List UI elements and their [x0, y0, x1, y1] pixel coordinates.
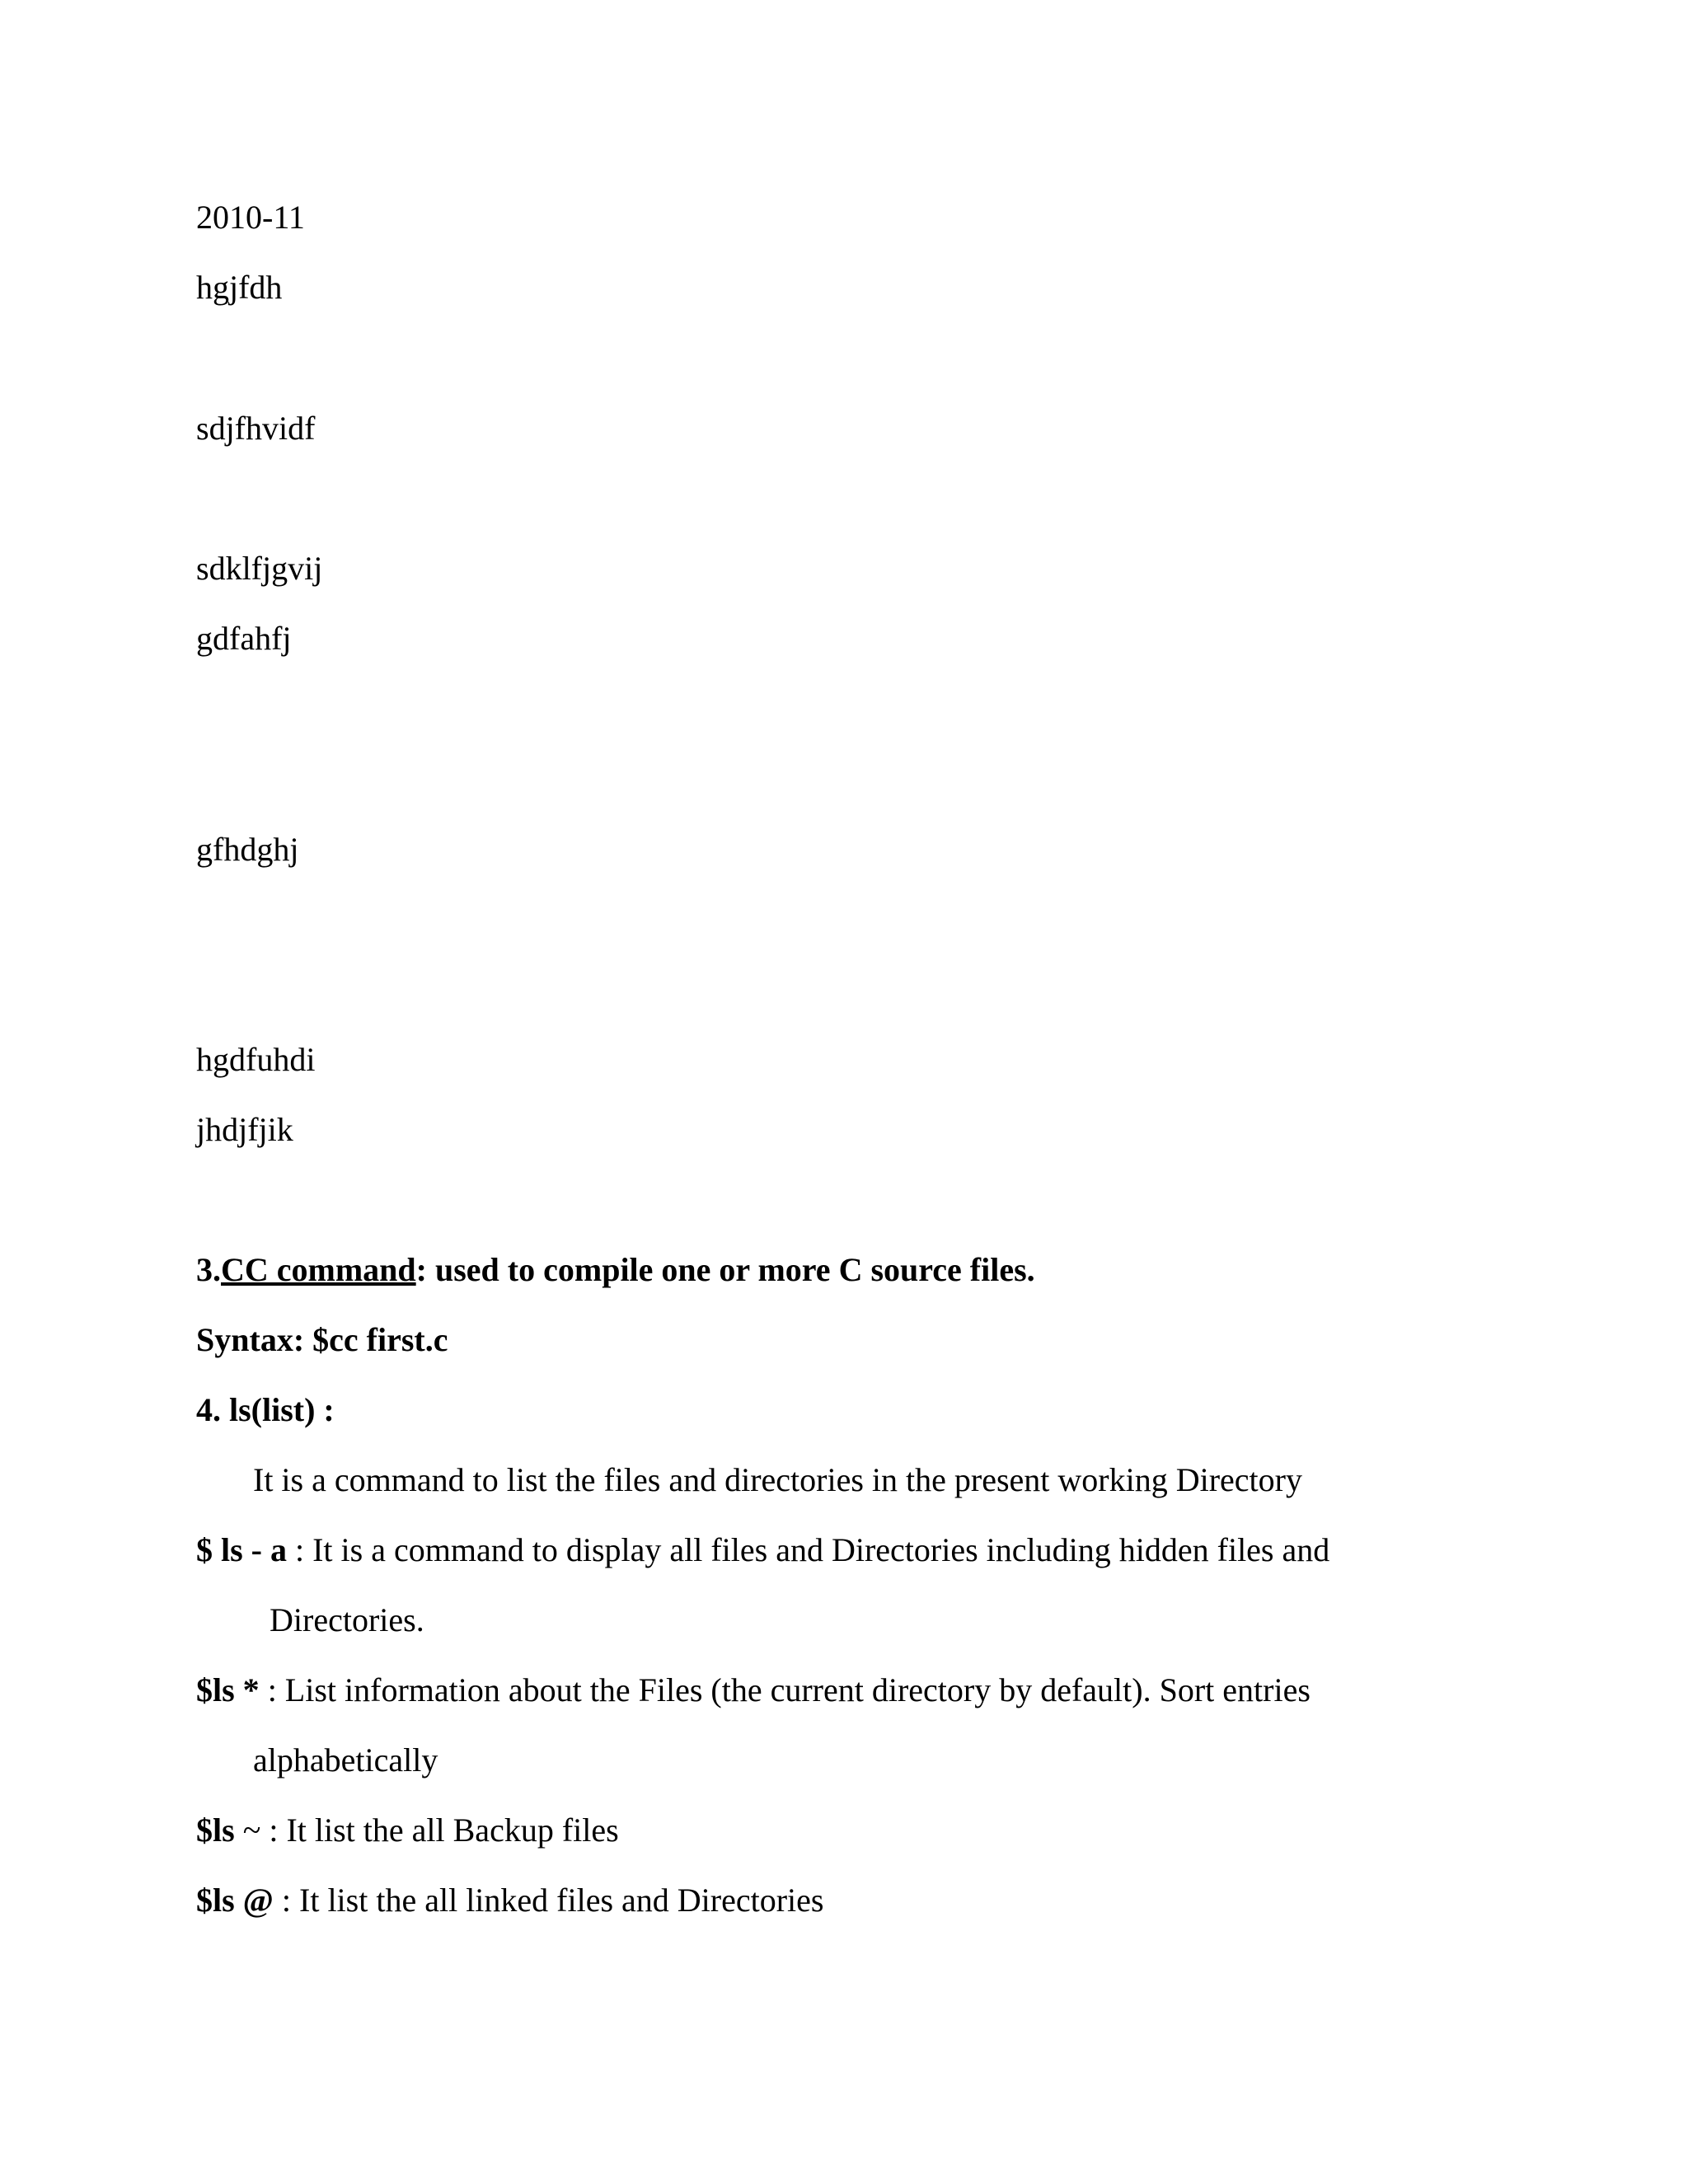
ls-option-command: $ls — [196, 1811, 235, 1849]
ls-option-command: $ls * — [196, 1671, 260, 1708]
text-line: hgdfuhdi — [196, 1041, 316, 1078]
ls-intro: It is a command to list the files and directories in the present working Directory — [253, 1461, 1302, 1498]
ls-option-command: $ls @ — [196, 1882, 274, 1919]
ls-option-description: : List information about the Files (the current directory by default). Sort entries — [259, 1671, 1311, 1708]
text-line: hgjfdh — [196, 269, 283, 306]
cc-command-heading — [196, 1250, 1035, 1290]
ls-option-description: ~ : It list the all Backup files — [234, 1811, 619, 1849]
cc-command-number: 3. — [196, 1251, 221, 1288]
ls-option-star — [196, 1671, 1311, 1710]
cc-command-description: : used to compile one or more C source files. — [415, 1251, 1035, 1288]
ls-option-at — [196, 1881, 824, 1920]
text-line: sdklfjgvij — [196, 550, 323, 587]
ls-option-command: $ ls - a — [196, 1531, 287, 1568]
text-line: gfhdghj — [196, 831, 299, 868]
text-line: jhdjfjik — [196, 1111, 293, 1148]
cc-command-syntax: Syntax: $cc first.c — [196, 1321, 448, 1358]
ls-heading: 4. ls(list) : — [196, 1391, 335, 1428]
ls-option-continuation: alphabetically — [253, 1741, 438, 1779]
text-line: sdjfhvidf — [196, 410, 316, 447]
text-line: gdfahfj — [196, 620, 292, 657]
ls-option-description: : It is a command to display all files and Directories including hidden files and — [287, 1531, 1330, 1568]
ls-option-continuation: Directories. — [270, 1601, 424, 1638]
ls-option-a — [196, 1530, 1329, 1570]
ls-option-description: : It list the all linked files and Directories — [273, 1882, 824, 1919]
ls-option-tilde — [196, 1811, 619, 1850]
cc-command-title: CC command — [221, 1251, 416, 1288]
document-date: 2010-11 — [196, 199, 305, 236]
